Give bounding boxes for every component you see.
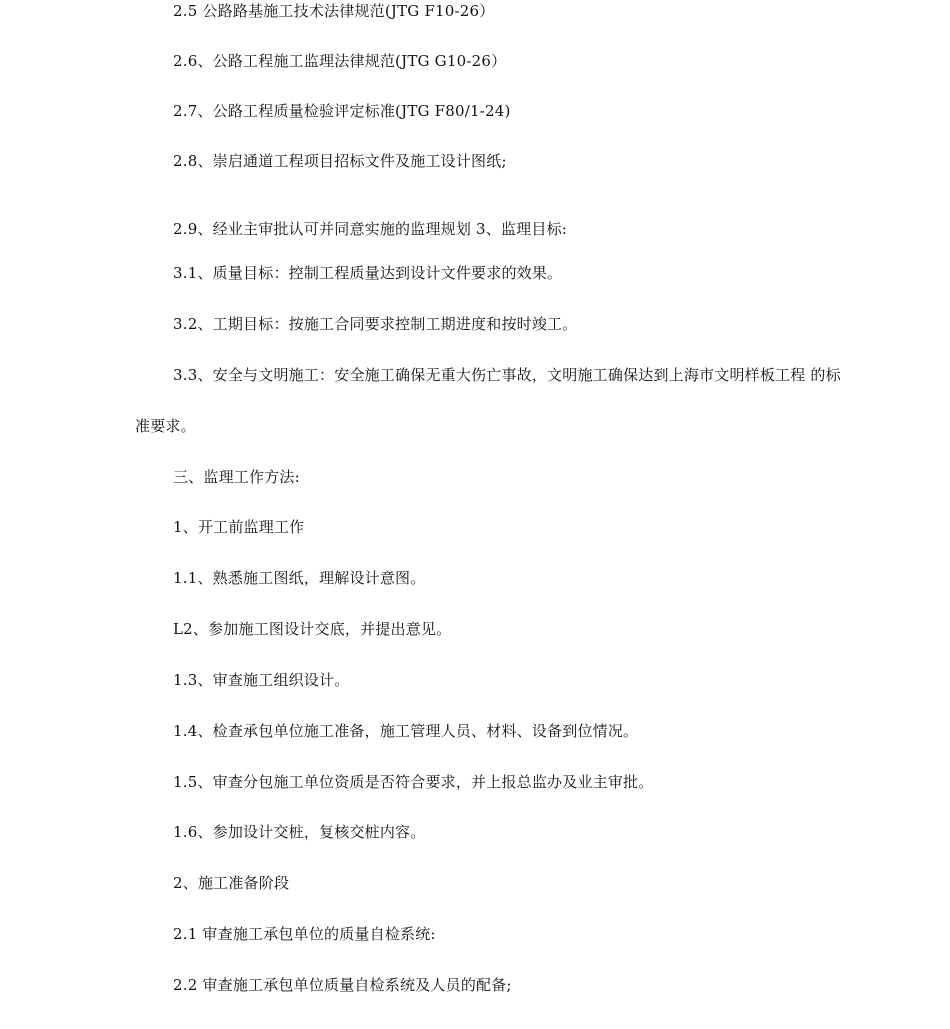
subheading-1: 1、开工前监理工作 (173, 518, 305, 536)
paragraph-1-3: 1.3、审查施工组织设计。 (173, 671, 350, 689)
paragraph-2-8: 2.8、崇启通道工程项目招标文件及施工设计图纸; (173, 152, 507, 170)
paragraph-2-7: 2.7、公路工程质量检验评定标准(JTG F80/1-24) (173, 102, 511, 120)
paragraph-3-3: 3.3、安全与文明施工：安全施工确保无重大伤亡事故，文明施工确保达到上海市文明样板工程 的标 (173, 366, 841, 384)
paragraph-2-6: 2.6、公路工程施工监理法律规范(JTG G10-26） (173, 52, 507, 70)
paragraph-3-2: 3.2、工期目标：按施工合同要求控制工期进度和按时竣工。 (173, 315, 578, 333)
section-heading-3: 三、监理工作方法: (173, 468, 300, 486)
paragraph-2-2: 2.2 审查施工承包单位质量自检系统及人员的配备; (173, 976, 512, 994)
paragraph-1-6: 1.6、参加设计交桩，复核交桩内容。 (173, 823, 426, 841)
paragraph-1-2: L2、参加施工图设计交底，并提出意见。 (173, 620, 452, 638)
paragraph-2-9: 2.9、经业主审批认可并同意实施的监理规划 3、监理目标: (173, 220, 568, 238)
paragraph-1-5: 1.5、审查分包施工单位资质是否符合要求，并上报总监办及业主审批。 (173, 773, 654, 791)
paragraph-3-1: 3.1、质量目标：控制工程质量达到设计文件要求的效果。 (173, 264, 563, 282)
subheading-2: 2、施工准备阶段 (173, 874, 290, 892)
paragraph-2-1: 2.1 审查施工承包单位的质量自检系统: (173, 925, 436, 943)
paragraph-2-5: 2.5 公路路基施工技术法律规范(JTG F10-26） (173, 2, 495, 20)
paragraph-3-3-continuation: 准要求。 (135, 417, 196, 435)
paragraph-1-4: 1.4、检查承包单位施工准备，施工管理人员、材料、设备到位情况。 (173, 722, 639, 740)
paragraph-1-1: 1.1、熟悉施工图纸，理解设计意图。 (173, 569, 426, 587)
